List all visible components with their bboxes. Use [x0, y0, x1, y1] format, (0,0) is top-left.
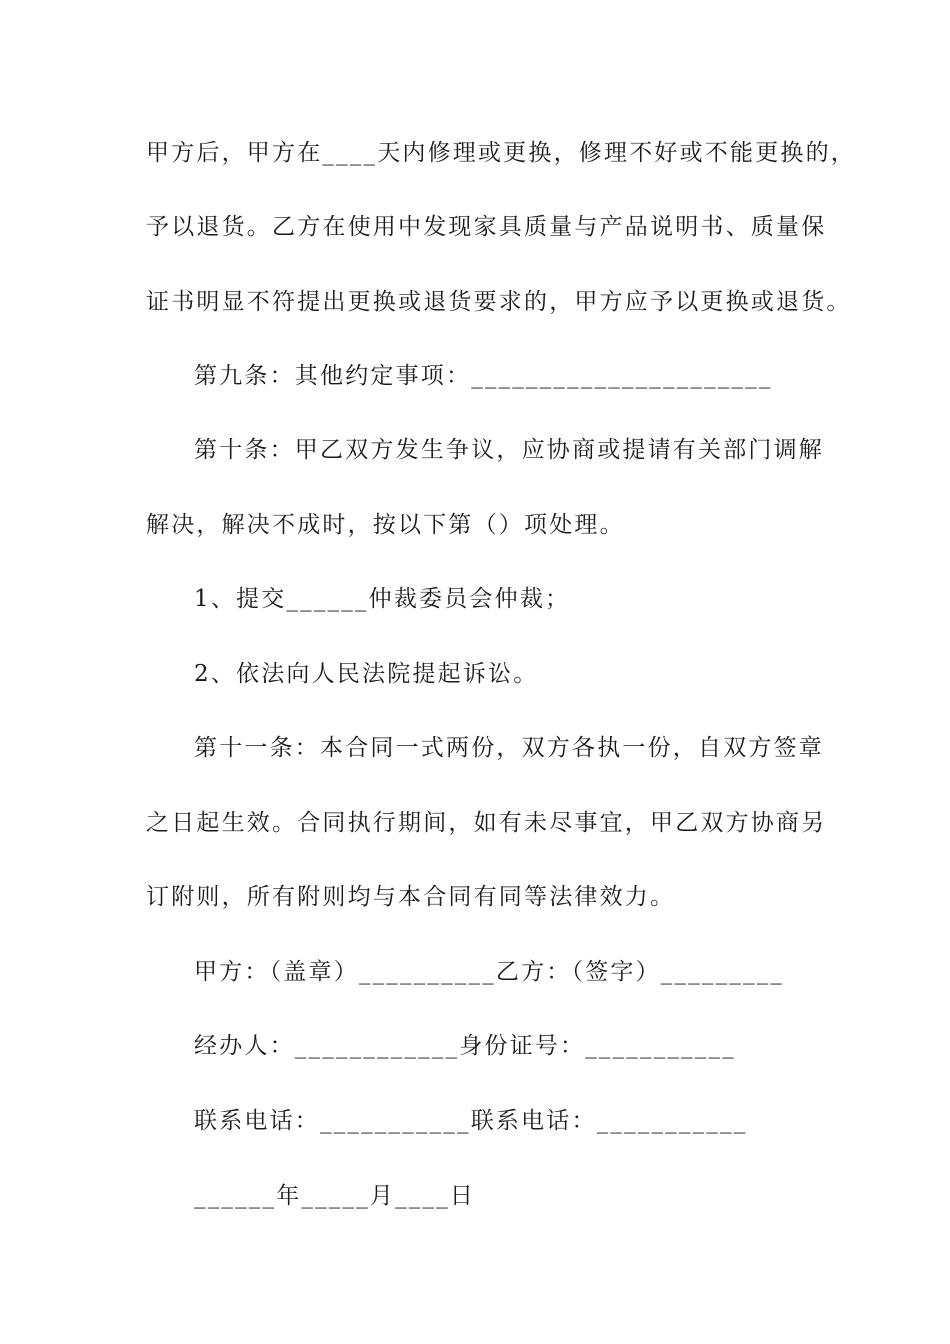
- option-1-line: 1、提交______仲裁委员会仲裁；: [194, 586, 571, 612]
- article-9-line: 第九条：其他约定事项：______________________: [194, 363, 773, 389]
- contact-phone-line: 联系电话：___________联系电话：___________: [194, 1108, 748, 1134]
- paragraph-line: 订附则，所有附则均与本合同有同等法律效力。: [146, 884, 676, 910]
- signature-parties-line: 甲方：（盖章）__________乙方：（签字）_________: [194, 959, 785, 985]
- option-2-line: 2、依法向人民法院提起诉讼。: [194, 661, 539, 687]
- agent-id-line: 经办人：____________身份证号：___________: [194, 1033, 736, 1059]
- article-11-line: 第十一条：本合同一式两份，双方各执一份，自双方签章: [194, 735, 824, 761]
- paragraph-line: 解决，解决不成时，按以下第（）项处理。: [146, 512, 625, 538]
- paragraph-line: 证书明显不符提出更换或退货要求的，甲方应予以更换或退货。: [146, 289, 852, 315]
- paragraph-line: 之日起生效。合同执行期间，如有未尽事宜，甲乙双方协商另: [146, 810, 827, 836]
- date-line: ______年_____月____日: [194, 1183, 476, 1209]
- paragraph-line: 甲方后，甲方在____天内修理或更换，修理不好或不能更换的，: [146, 140, 856, 166]
- article-10-line: 第十条：甲乙双方发生争议，应协商或提请有关部门调解: [194, 437, 824, 463]
- paragraph-line: 予以退货。乙方在使用中发现家具质量与产品说明书、质量保: [146, 214, 827, 240]
